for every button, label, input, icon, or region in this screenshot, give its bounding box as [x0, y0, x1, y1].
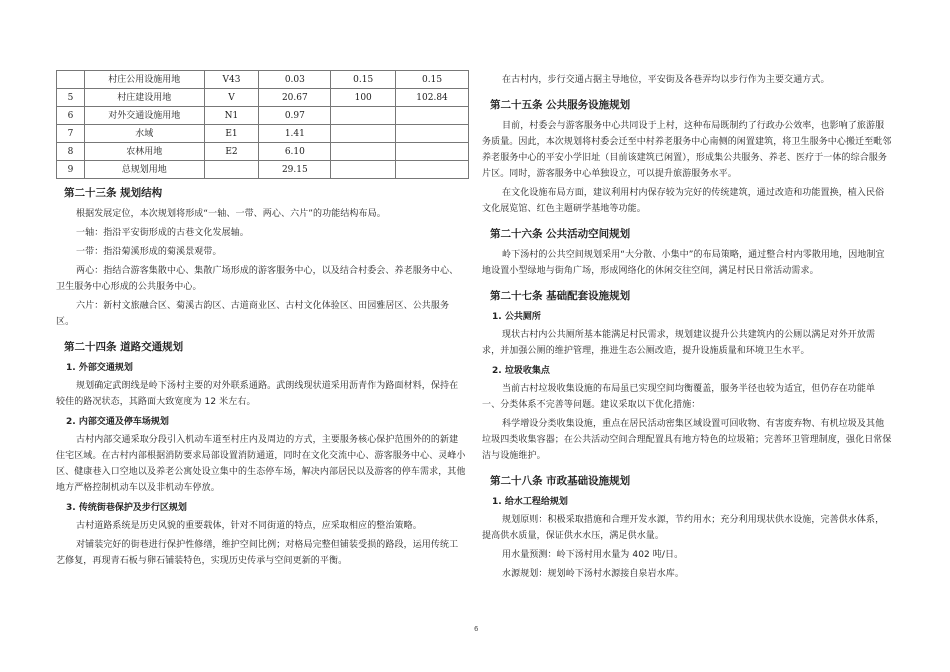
- right-column: [482, 70, 892, 585]
- table-row: 村庄公用设施用地 V43 0.03 0.15 0.15: [57, 71, 469, 89]
- paragraph: 规划原则：积极采取措施和合理开发水源，节约用水；充分利用现状供水设施，完善供水体系，提高供水质量，保证供水水压，满足供水量。: [482, 515, 885, 541]
- paragraph: 岭下汤村的公共空间规划采用“大分散、小集中”的布局策略，通过整合村内零散用地，因地制宜地设置小型绿地与街角广场，形成网络化的休闲交往空间，满足村民日常活动需求。: [482, 250, 885, 276]
- paragraph: 六片：新村文旅融合区、菊溪古韵区、古道商业区、古村文化体验区、田园雅居区、公共服务区。: [56, 301, 450, 327]
- subheading: 1. 外部交通规划: [66, 363, 133, 373]
- paragraph: 两心：指结合游客集散中心、集散广场形成的游客服务中心，以及结合村委会、养老服务中心、卫生服务中心形成的公共服务中心。: [56, 266, 459, 292]
- section-heading-26: 第二十六条 公共活动空间规划: [490, 228, 631, 240]
- table-row: 6 对外交通设施用地 N1 0.97: [57, 107, 469, 125]
- paragraph: 当前古村垃圾收集设施的布局虽已实现空间均衡覆盖，服务半径也较为适宜，但仍存在功能单一、分类体系不完善等问题。建议采取以下优化措施：: [482, 384, 876, 410]
- paragraph: 用水量预测：岭下汤村用水量为 402 吨/日。: [502, 550, 684, 560]
- paragraph: 在文化设施布局方面，建议利用村内保存较为完好的传统建筑，通过改造和功能置换，植入民俗文化展览馆、红色主题研学基地等功能。: [482, 188, 885, 214]
- paragraph: 规划确定武朗线是岭下汤村主要的对外联系通路。武朗线现状道采用沥青作为路面材料，保持在较佳的路况状态，其路面大致宽度为 12 米左右。: [56, 381, 459, 407]
- subheading: 2. 垃圾收集点: [492, 366, 550, 376]
- subheading: 1. 给水工程给规划: [492, 497, 568, 507]
- paragraph: 一轴：指沿平安街形成的古巷文化发展轴。: [76, 228, 249, 238]
- land-use-table: [56, 70, 469, 179]
- left-column: [56, 70, 466, 572]
- section-heading-28: 第二十八条 市政基础设施规划: [490, 475, 631, 487]
- paragraph: 对铺装完好的街巷进行保护性修缮，维护空间比例；对格局完整但铺装受损的路段，运用传统工艺修复，再现青石板与卵石铺装特色，实现历史传承与空间更新的平衡。: [56, 540, 459, 566]
- section-heading-25: 第二十五条 公共服务设施规划: [490, 99, 631, 111]
- subheading: 2. 内部交通及停车场规划: [66, 417, 169, 427]
- paragraph: 在古村内，步行交通占据主导地位，平安街及各巷弄均以步行作为主要交通方式。: [502, 75, 830, 85]
- paragraph: 古村道路系统是历史风貌的重要载体，针对不同街道的特点，应采取相应的整治策略。: [76, 521, 422, 531]
- paragraph: 一带：指沿菊溪形成的菊溪景观带。: [76, 247, 222, 257]
- table-row: 5 村庄建设用地 V 20.67 100 102.84: [57, 89, 469, 107]
- paragraph: 科学增设分类收集设施，重点在居民活动密集区域设置可回收物、有害废弃物、有机垃圾及其他垃圾四类收集容器；在公共活动空间合理配置具有地方特色的垃圾箱；完善环卫管理制度，强化日常保洁与设施维护。: [482, 419, 892, 461]
- section-heading-23: 第二十三条 规划结构: [64, 187, 163, 199]
- paragraph: 目前，村委会与游客服务中心共同设于上村，这种布局既制约了行政办公效率，也影响了旅游服务质量。因此，本次规划将村委会迁至中村养老服务中心南侧的闲置建筑，将卫生服务中心搬迁至毗邻养老服务中心的平安小学旧址（目前该建筑已闲置），形成集公共服务、养老、医疗于一体的综合服务片区。同时，游客服务中心单独设立，可以提升旅游服务水平。: [482, 121, 892, 179]
- section-heading-24: 第二十四条 道路交通规划: [64, 341, 184, 353]
- page-number: 6: [474, 625, 479, 633]
- paragraph: 现状古村内公共厕所基本能满足村民需求，规划建议提升公共建筑内的公厕以满足对外开放需求，并加强公厕的维护管理，推进生态公厕改造，提升设施质量和环境卫生水平。: [482, 330, 876, 356]
- table-row: 9 总规划用地 29.15: [57, 161, 469, 179]
- paragraph: 根据发展定位，本次规划将形成“一轴、一带、两心、六片”的功能结构布局。: [76, 209, 386, 219]
- section-heading-27: 第二十七条 基础配套设施规划: [490, 290, 631, 302]
- table-row: 7 水域 E1 1.41: [57, 125, 469, 143]
- table-row: 8 农林用地 E2 6.10: [57, 143, 469, 161]
- subheading: 3. 传统街巷保护及步行区规划: [66, 503, 187, 513]
- subheading: 1. 公共厕所: [492, 312, 541, 322]
- paragraph: 水源规划：规划岭下汤村水源接自泉岩水库。: [502, 569, 685, 579]
- paragraph: 古村内部交通采取分段引入机动车道至村庄内及周边的方式，主要服务核心保护范围外的的新建住宅区域。在古村内部根据消防要求局部设置消防通道，同时在文化交流中心、游客服务中心、灵峰小区、健康巷入口空地以及养老公寓处设立集中的生态停车场，解决内部居民以及游客的停车需求，其他地方严格控制机动车以及非机动车停放。: [56, 435, 466, 493]
